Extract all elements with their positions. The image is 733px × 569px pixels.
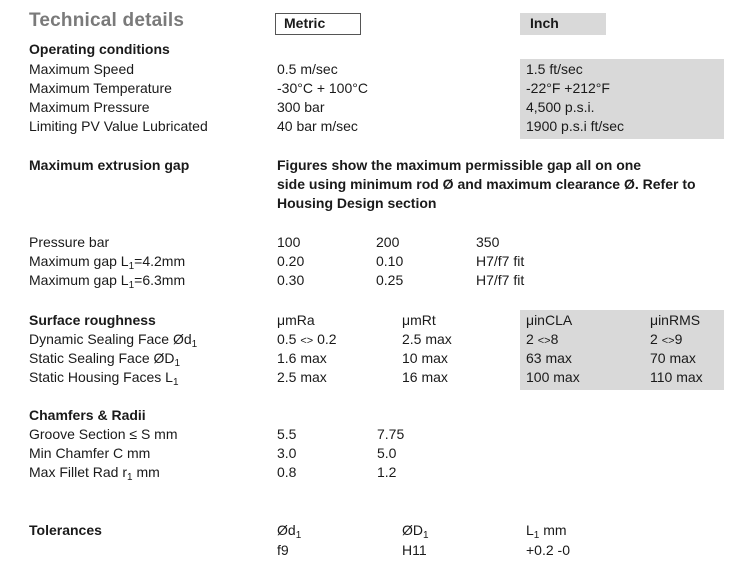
surface-rt: 10 max [402, 350, 448, 366]
operating-metric: -30°C + 100°C [277, 80, 368, 96]
surface-rms: 70 max [650, 350, 696, 366]
chamfer-value: 0.8 [277, 464, 297, 480]
gap-value: H7/f7 fit [476, 253, 525, 269]
surface-col-header: μmRt [402, 312, 436, 328]
gap-value: 0.20 [277, 253, 305, 269]
tolerance-value: H11 [402, 542, 427, 558]
extrusion-note-line: side using minimum rod Ø and maximum clearance Ø. Refer to [277, 176, 696, 192]
surface-cla: 63 max [526, 350, 572, 366]
chamfer-label: Max Fillet Rad $r_1$ mm [29, 464, 160, 483]
operating-label: Maximum Speed [29, 61, 135, 77]
operating-inch: 1.5 ft/sec [526, 61, 583, 77]
chamfer-value: 3.0 [277, 445, 297, 461]
tolerance-head: $Ød_1$ [277, 522, 302, 541]
surface-col-header: μinCLA [526, 312, 573, 328]
surface-ra: 0.5 <> 0.2 [277, 331, 337, 347]
pressure-value: 100 [277, 234, 301, 250]
pressure-label: Pressure bar [29, 234, 110, 250]
gap-value: 0.25 [376, 272, 404, 288]
gap-label: Maximum gap $L_1=6.3mm$ [29, 272, 186, 291]
chamfer-value: 5.0 [377, 445, 397, 461]
operating-label: Maximum Pressure [29, 99, 150, 115]
operating-heading: Operating conditions [29, 41, 170, 57]
surface-rms: 110 max [650, 369, 703, 385]
extrusion-heading: Maximum extrusion gap [29, 157, 190, 173]
gap-value: 0.30 [277, 272, 305, 288]
inch-header: Inch [530, 15, 559, 31]
surface-ra: 2.5 max [277, 369, 327, 385]
surface-heading: Surface roughness [29, 312, 156, 328]
extrusion-note-line: Figures show the maximum permissible gap all on one [277, 157, 642, 173]
surface-col-header: μmRa [277, 312, 315, 328]
surface-rt: 16 max [402, 369, 448, 385]
surface-col-header: μinRMS [650, 312, 701, 328]
operating-metric: 0.5 m/sec [277, 61, 338, 77]
tolerance-head: $ØD_1$ [402, 522, 429, 541]
chamfer-label: Min Chamfer C mm [29, 445, 151, 461]
chamfers-heading: Chamfers & Radii [29, 407, 146, 423]
chamfer-value: 7.75 [377, 426, 405, 442]
operating-label: Maximum Temperature [29, 80, 172, 96]
tolerance-head: $L_1$ mm [526, 522, 567, 541]
operating-inch: 4,500 p.s.i. [526, 99, 595, 115]
operating-metric: 300 bar [277, 99, 325, 115]
surface-label: Static Sealing Face $ØD_1$ [29, 350, 181, 369]
surface-cla: 100 max [526, 369, 580, 385]
gap-value: H7/f7 fit [476, 272, 525, 288]
extrusion-note-line: Housing Design section [277, 195, 437, 211]
page-title: Technical details [29, 10, 185, 31]
pressure-value: 200 [376, 234, 400, 250]
chamfer-value: 5.5 [277, 426, 297, 442]
tolerance-value: f9 [277, 542, 289, 558]
surface-rms: 2 <>9 [650, 331, 683, 347]
surface-label: Dynamic Sealing Face $Ød_1$ [29, 331, 198, 350]
chamfer-value: 1.2 [377, 464, 397, 480]
surface-label: Static Housing Faces $L_1$ [29, 369, 179, 388]
pressure-value: 350 [476, 234, 500, 250]
gap-label: Maximum gap $L_1=4.2mm$ [29, 253, 186, 272]
operating-inch: 1900 p.s.i ft/sec [526, 118, 625, 134]
tolerances-heading: Tolerances [29, 522, 102, 538]
surface-cla: 2 <>8 [526, 331, 559, 347]
operating-label: Limiting PV Value Lubricated [29, 118, 208, 134]
chamfer-label: Groove Section ≤ S mm [29, 426, 178, 442]
metric-header: Metric [284, 15, 326, 31]
tolerance-value: +0.2 -0 [526, 542, 570, 558]
gap-value: 0.10 [376, 253, 404, 269]
operating-inch: -22°F +212°F [526, 80, 610, 96]
surface-rt: 2.5 max [402, 331, 452, 347]
surface-ra: 1.6 max [277, 350, 327, 366]
operating-metric: 40 bar m/sec [277, 118, 358, 134]
